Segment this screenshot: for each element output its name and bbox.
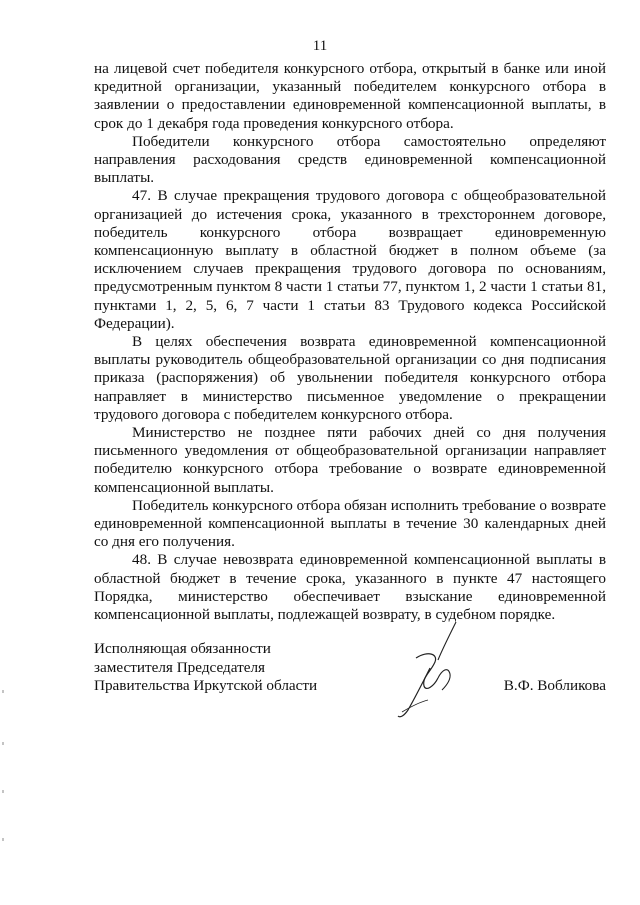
paragraph: Победители конкурсного отбора самостоятельно определяют направления расходования средств единовременной компенсационной выплаты. [94, 132, 606, 187]
signature-block [94, 640, 606, 710]
handwritten-signature [394, 620, 474, 720]
scan-margin-marks [0, 0, 8, 905]
document-body [94, 60, 606, 624]
paragraph: Победитель конкурсного отбора обязан исполнить требование о возврате единовременной компенсационной выплаты в течение 30 календарных дней со дня его получения. [94, 496, 606, 551]
signatory-title-line: Правительства Иркутской области [94, 677, 318, 694]
paragraph: Министерство не позднее пяти рабочих дней со дня получения письменного уведомления от общеобразовательной организации направляет победителю конкурсного отбора требование о возврате единовременной компенсационной выплаты. [94, 424, 606, 496]
signatory-title [94, 640, 317, 696]
paragraph-48: 48. В случае невозврата единовременной компенсационной выплаты в областной бюджет в течение срока, указанного в пункте 47 настоящего Порядка, министерство обеспечивает взыскание единовременной компенсационной выплаты, подлежащей возврату, в судебном порядке. [94, 551, 606, 624]
signatory-title-line: заместителя Председателя [94, 658, 266, 676]
page-number: 11 [312, 38, 328, 54]
signatory-name: В.Ф. Вобликова [503, 677, 606, 694]
paragraph: на лицевой счет победителя конкурсного отбора, открытый в банке или иной кредитной организации, указанный победителем конкурсного отбора в заявлении о предоставлении единовременной компенсационной выплаты, в срок до 1 декабря года проведения конкурсного отбора. [94, 60, 606, 132]
paragraph-47: 47. В случае прекращения трудового договора с общеобразовательной организацией до истечения срока, указанного в трехстороннем договоре, победитель конкурсного отбора возвращает единовременную компенсационную выплату в областной бюджет в полном объеме (за исключением случаев прекращения трудового договора по основаниям, предусмотренным пунктом 8 части 1 статьи 77, пунктом 1, 2 части 1 статьи 81, пунктами 1, 2, 5, 6, 7 части 1 статьи 83 Трудового кодекса Российской Федерации). [94, 187, 606, 332]
signatory-title-line: Исполняющая обязанности [94, 640, 271, 657]
paragraph: В целях обеспечения возврата единовременной компенсационной выплаты руководитель общеобразовательной организации со дня подписания приказа (распоряжения) об увольнении победителя конкурсного отбора направляет в министерство письменное уведомление о прекращении трудового договора с победителем конкурсного отбора. [94, 333, 606, 423]
